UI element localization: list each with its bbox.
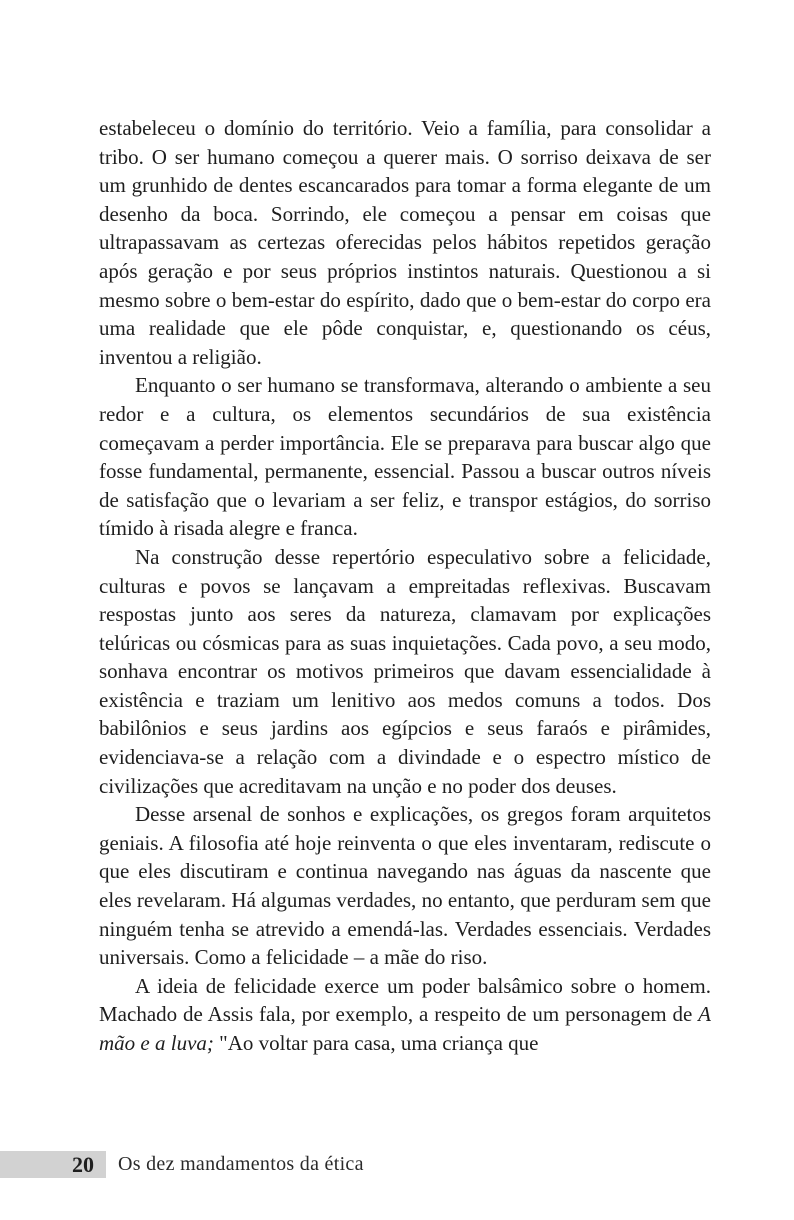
page-number: 20 (72, 1151, 94, 1177)
running-title: Os dez mandamentos da ética (118, 1153, 364, 1175)
paragraph: Desse arsenal de sonhos e explicações, os gregos foram arquitetos geniais. A filosofia até hoje reinventa o que eles inventaram, rediscute o que eles discutiram e continua navegando nas águas da nascente que eles revelaram. Há algumas verdades, no entanto, que perduram sem que ninguém tenha se atrevido a emendá-las. Verdades essenciais. Verdades universais. Como a felicidade – a mãe do riso. (99, 802, 711, 970)
paragraph-text: "Ao voltar para casa, uma criança que (213, 1031, 539, 1055)
paragraph: Enquanto o ser humano se transformava, alterando o ambiente a seu redor e a cultura, os elementos secundários de sua existência começavam a perder importância. Ele se preparava para buscar algo que fosse fundamental, permanente, essencial. Passou a buscar outros níveis de satisfação que o levariam a ser feliz, e transpor estágios, do sorriso tímido à risada alegre e franca. (99, 373, 711, 541)
paragraph-continuation: estabeleceu o domínio do território. Veio a família, para consolidar a tribo. O ser humano começou a querer mais. O sorriso deixava de ser um grunhido de dentes escancarados para tomar a forma elegante de um desenho da boca. Sorrindo, ele começou a pensar em coisas que ultrapassavam as certezas oferecidas pelos hábitos repetidos geração após geração e por seus próprios instintos naturais. Questionou a si mesmo sobre o bem-estar do espírito, dado que o bem-estar do corpo era uma realidade que ele pôde conquistar, e, questionando os céus, inventou a religião. (99, 116, 711, 369)
paragraph-text: A ideia de felicidade exerce um poder balsâmico sobre o homem. Machado de Assis fala, por exemplo, a respeito de um personagem de (99, 973, 711, 1027)
book-title-italic: A mão e a luva; (99, 1002, 711, 1055)
paragraph: Na construção desse repertório especulativo sobre a felicidade, culturas e povos se lançavam a empreitadas reflexivas. Buscavam respostas junto aos seres da natureza, clamavam por explicações telúricas ou cósmicas para as suas inquietações. Cada povo, a seu modo, sonhava encontrar os motivos primeiros que davam essencialidade à existência e traziam um lenitivo aos medos comuns a todos. Dos babilônios e seus jardins aos egípcios e seus faraós e pirâmides, evidenciava-se a relação com a divindade e o espectro místico de civilizações que acreditavam na unção e no poder dos deuses. (99, 544, 711, 798)
paragraph (99, 972, 711, 1058)
page-number-box (0, 1151, 106, 1178)
body-text (99, 114, 711, 1058)
